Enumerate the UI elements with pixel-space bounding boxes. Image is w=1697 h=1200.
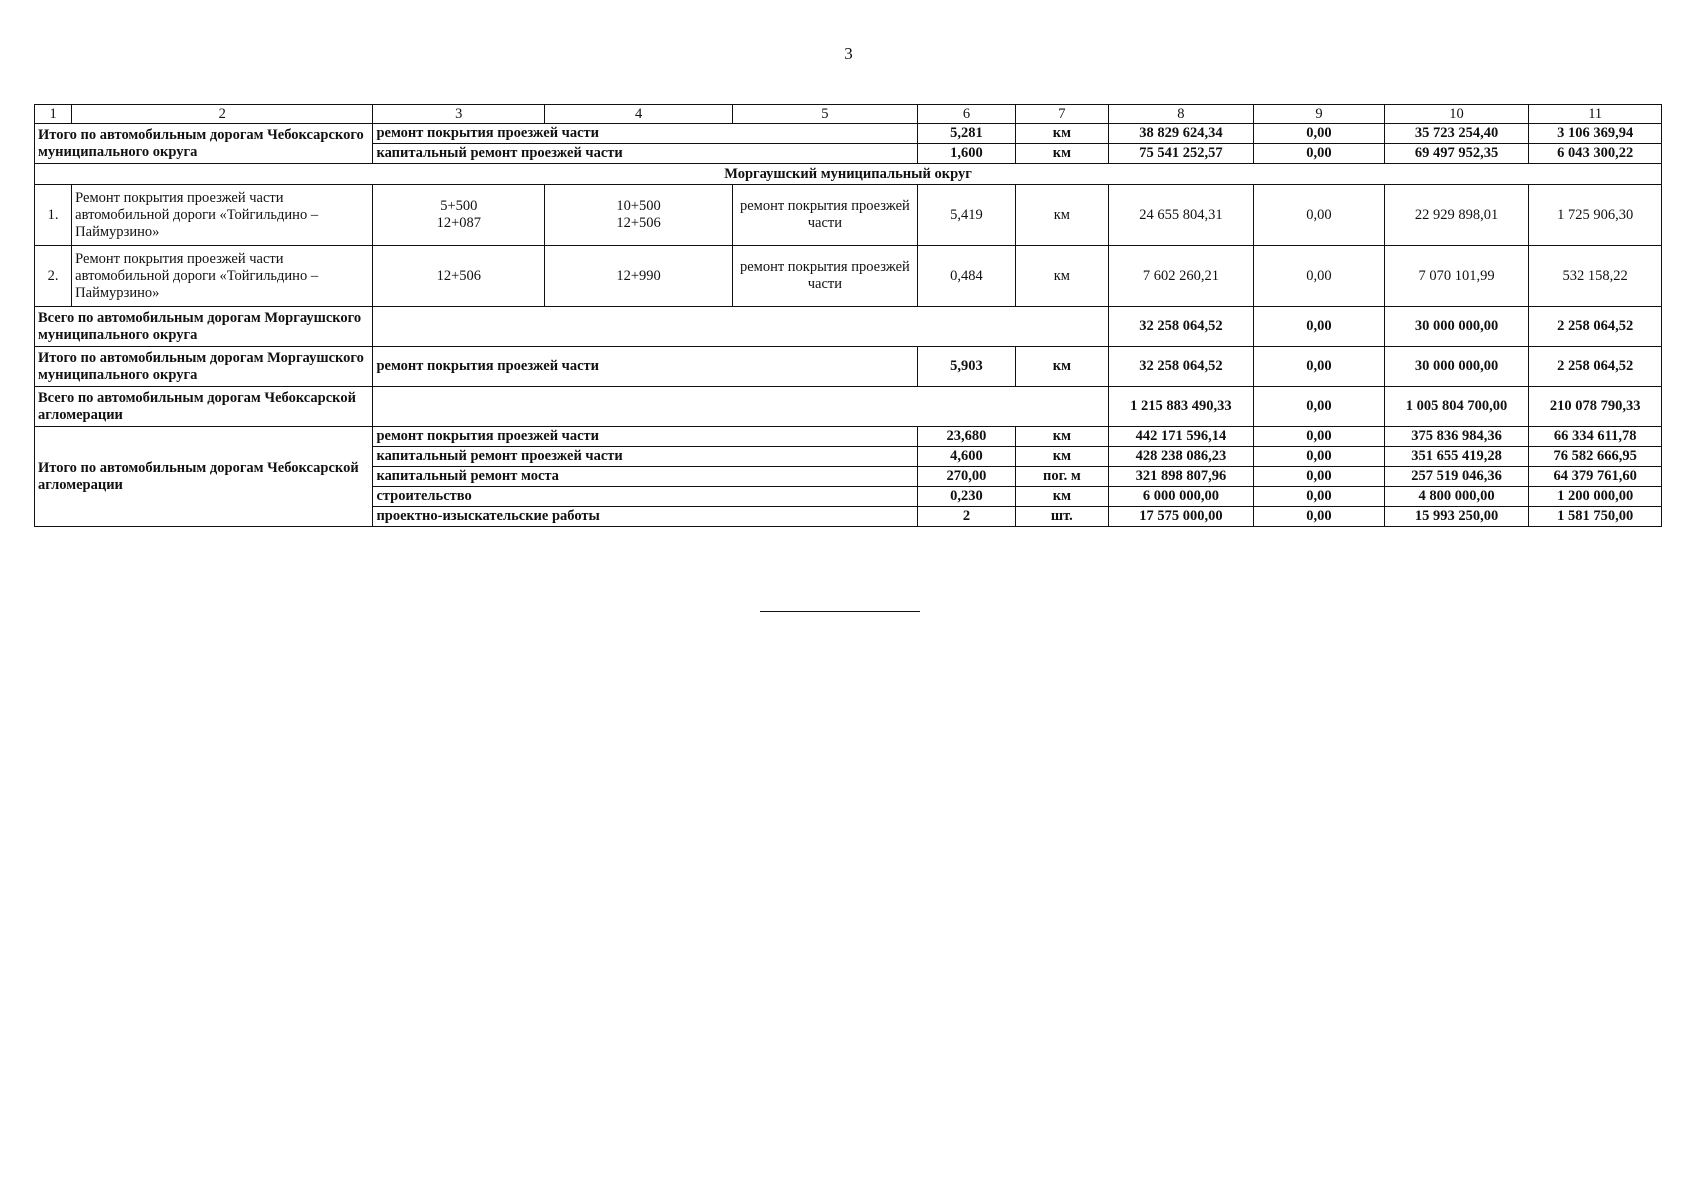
amount-col11: 210 078 790,33 — [1529, 387, 1662, 427]
amount-col11: 1 725 906,30 — [1529, 185, 1662, 246]
quantity: 1,600 — [917, 144, 1015, 164]
budget-table — [34, 104, 1662, 527]
page-number: 3 — [844, 44, 853, 63]
quantity: 2 — [917, 507, 1015, 527]
empty-cell — [373, 307, 1108, 347]
unit: км — [1016, 487, 1108, 507]
amount-col8: 442 171 596,14 — [1108, 427, 1254, 447]
amount-col11: 2 258 064,52 — [1529, 307, 1662, 347]
table-row — [35, 307, 1662, 347]
quantity: 270,00 — [917, 467, 1015, 487]
amount-col11: 532 158,22 — [1529, 246, 1662, 307]
amount-col8: 17 575 000,00 — [1108, 507, 1254, 527]
quantity: 23,680 — [917, 427, 1015, 447]
amount-col8: 32 258 064,52 — [1108, 347, 1254, 387]
table-row — [35, 427, 1662, 447]
amount-col10: 69 497 952,35 — [1384, 144, 1529, 164]
header-cell: 10 — [1384, 105, 1529, 124]
amount-col10: 375 836 984,36 — [1384, 427, 1529, 447]
amount-col8: 24 655 804,31 — [1108, 185, 1254, 246]
aggl-total-label: Итого по автомобильным дорогам Чебоксарской агломерации — [35, 427, 373, 527]
item-number: 1. — [35, 185, 72, 246]
amount-col8: 321 898 807,96 — [1108, 467, 1254, 487]
amount-col11: 1 200 000,00 — [1529, 487, 1662, 507]
amount-col10: 351 655 419,28 — [1384, 447, 1529, 467]
unit: км — [1016, 124, 1108, 144]
amount-col8: 7 602 260,21 — [1108, 246, 1254, 307]
amount-col10: 22 929 898,01 — [1384, 185, 1529, 246]
item-number: 2. — [35, 246, 72, 307]
aggl-all-label: Всего по автомобильным дорогам Чебоксарской агломерации — [35, 387, 373, 427]
work-type: капитальный ремонт моста — [373, 467, 917, 487]
work-type: ремонт покрытия проезжей части — [373, 427, 917, 447]
unit: шт. — [1016, 507, 1108, 527]
amount-col8: 428 238 086,23 — [1108, 447, 1254, 467]
work-type: ремонт покрытия проезжей части — [732, 246, 917, 307]
amount-col9: 0,00 — [1254, 347, 1385, 387]
morg-all-label: Всего по автомобильным дорогам Моргаушского муниципального округа — [35, 307, 373, 347]
start-km: 12+506 — [373, 246, 545, 307]
header-cell: 4 — [545, 105, 733, 124]
quantity: 0,230 — [917, 487, 1015, 507]
unit: км — [1016, 347, 1108, 387]
amount-col8: 38 829 624,34 — [1108, 124, 1254, 144]
amount-col9: 0,00 — [1254, 144, 1385, 164]
quantity: 5,281 — [917, 124, 1015, 144]
quantity: 4,600 — [917, 447, 1015, 467]
end-km: 12+990 — [545, 246, 733, 307]
morg-total-label: Итого по автомобильным дорогам Моргаушского муниципального округа — [35, 347, 373, 387]
amount-col9: 0,00 — [1254, 124, 1385, 144]
work-type: ремонт покрытия проезжей части — [373, 124, 917, 144]
amount-col10: 30 000 000,00 — [1384, 307, 1529, 347]
header-cell: 6 — [917, 105, 1015, 124]
amount-col8: 1 215 883 490,33 — [1108, 387, 1254, 427]
quantity: 0,484 — [917, 246, 1015, 307]
amount-col11: 1 581 750,00 — [1529, 507, 1662, 527]
quantity: 5,903 — [917, 347, 1015, 387]
unit: пог. м — [1016, 467, 1108, 487]
section-row — [35, 164, 1662, 185]
amount-col9: 0,00 — [1254, 467, 1385, 487]
unit: км — [1016, 185, 1108, 246]
work-type: строительство — [373, 487, 917, 507]
amount-col11: 76 582 666,95 — [1529, 447, 1662, 467]
work-type: проектно-изыскательские работы — [373, 507, 917, 527]
table-row — [35, 185, 1662, 246]
header-cell: 5 — [732, 105, 917, 124]
work-type: ремонт покрытия проезжей части — [732, 185, 917, 246]
amount-col11: 2 258 064,52 — [1529, 347, 1662, 387]
start-km: 5+500 12+087 — [373, 185, 545, 246]
amount-col9: 0,00 — [1254, 185, 1385, 246]
work-type: капитальный ремонт проезжей части — [373, 144, 917, 164]
header-cell: 1 — [35, 105, 72, 124]
header-cell: 11 — [1529, 105, 1662, 124]
cheb-total-label: Итого по автомобильным дорогам Чебоксарского муниципального округа — [35, 124, 373, 164]
work-type: ремонт покрытия проезжей части — [373, 347, 917, 387]
work-type: капитальный ремонт проезжей части — [373, 447, 917, 467]
header-cell: 8 — [1108, 105, 1254, 124]
amount-col8: 32 258 064,52 — [1108, 307, 1254, 347]
table-row — [35, 347, 1662, 387]
amount-col10: 257 519 046,36 — [1384, 467, 1529, 487]
amount-col10: 4 800 000,00 — [1384, 487, 1529, 507]
header-cell: 9 — [1254, 105, 1385, 124]
table-row — [35, 387, 1662, 427]
header-cell: 3 — [373, 105, 545, 124]
amount-col9: 0,00 — [1254, 507, 1385, 527]
amount-col11: 64 379 761,60 — [1529, 467, 1662, 487]
amount-col8: 75 541 252,57 — [1108, 144, 1254, 164]
amount-col9: 0,00 — [1254, 387, 1385, 427]
unit: км — [1016, 246, 1108, 307]
amount-col10: 1 005 804 700,00 — [1384, 387, 1529, 427]
table-row — [35, 124, 1662, 144]
amount-col9: 0,00 — [1254, 427, 1385, 447]
amount-col8: 6 000 000,00 — [1108, 487, 1254, 507]
unit: км — [1016, 447, 1108, 467]
unit: км — [1016, 427, 1108, 447]
amount-col9: 0,00 — [1254, 447, 1385, 467]
end-separator-line — [760, 611, 920, 612]
header-cell: 7 — [1016, 105, 1108, 124]
empty-cell — [373, 387, 1108, 427]
amount-col9: 0,00 — [1254, 487, 1385, 507]
header-row — [35, 105, 1662, 124]
table-row — [35, 246, 1662, 307]
header-cell: 2 — [72, 105, 373, 124]
amount-col10: 35 723 254,40 — [1384, 124, 1529, 144]
unit: км — [1016, 144, 1108, 164]
amount-col10: 7 070 101,99 — [1384, 246, 1529, 307]
amount-col11: 3 106 369,94 — [1529, 124, 1662, 144]
amount-col9: 0,00 — [1254, 307, 1385, 347]
amount-col10: 15 993 250,00 — [1384, 507, 1529, 527]
end-km: 10+500 12+506 — [545, 185, 733, 246]
amount-col10: 30 000 000,00 — [1384, 347, 1529, 387]
item-name: Ремонт покрытия проезжей части автомобильной дороги «Тойгильдино – Паймурзино» — [72, 246, 373, 307]
section-title: Моргаушский муниципальный округ — [35, 164, 1662, 185]
budget-table-container — [34, 104, 1662, 527]
quantity: 5,419 — [917, 185, 1015, 246]
amount-col11: 66 334 611,78 — [1529, 427, 1662, 447]
amount-col11: 6 043 300,22 — [1529, 144, 1662, 164]
amount-col9: 0,00 — [1254, 246, 1385, 307]
item-name: Ремонт покрытия проезжей части автомобильной дороги «Тойгильдино – Паймурзино» — [72, 185, 373, 246]
